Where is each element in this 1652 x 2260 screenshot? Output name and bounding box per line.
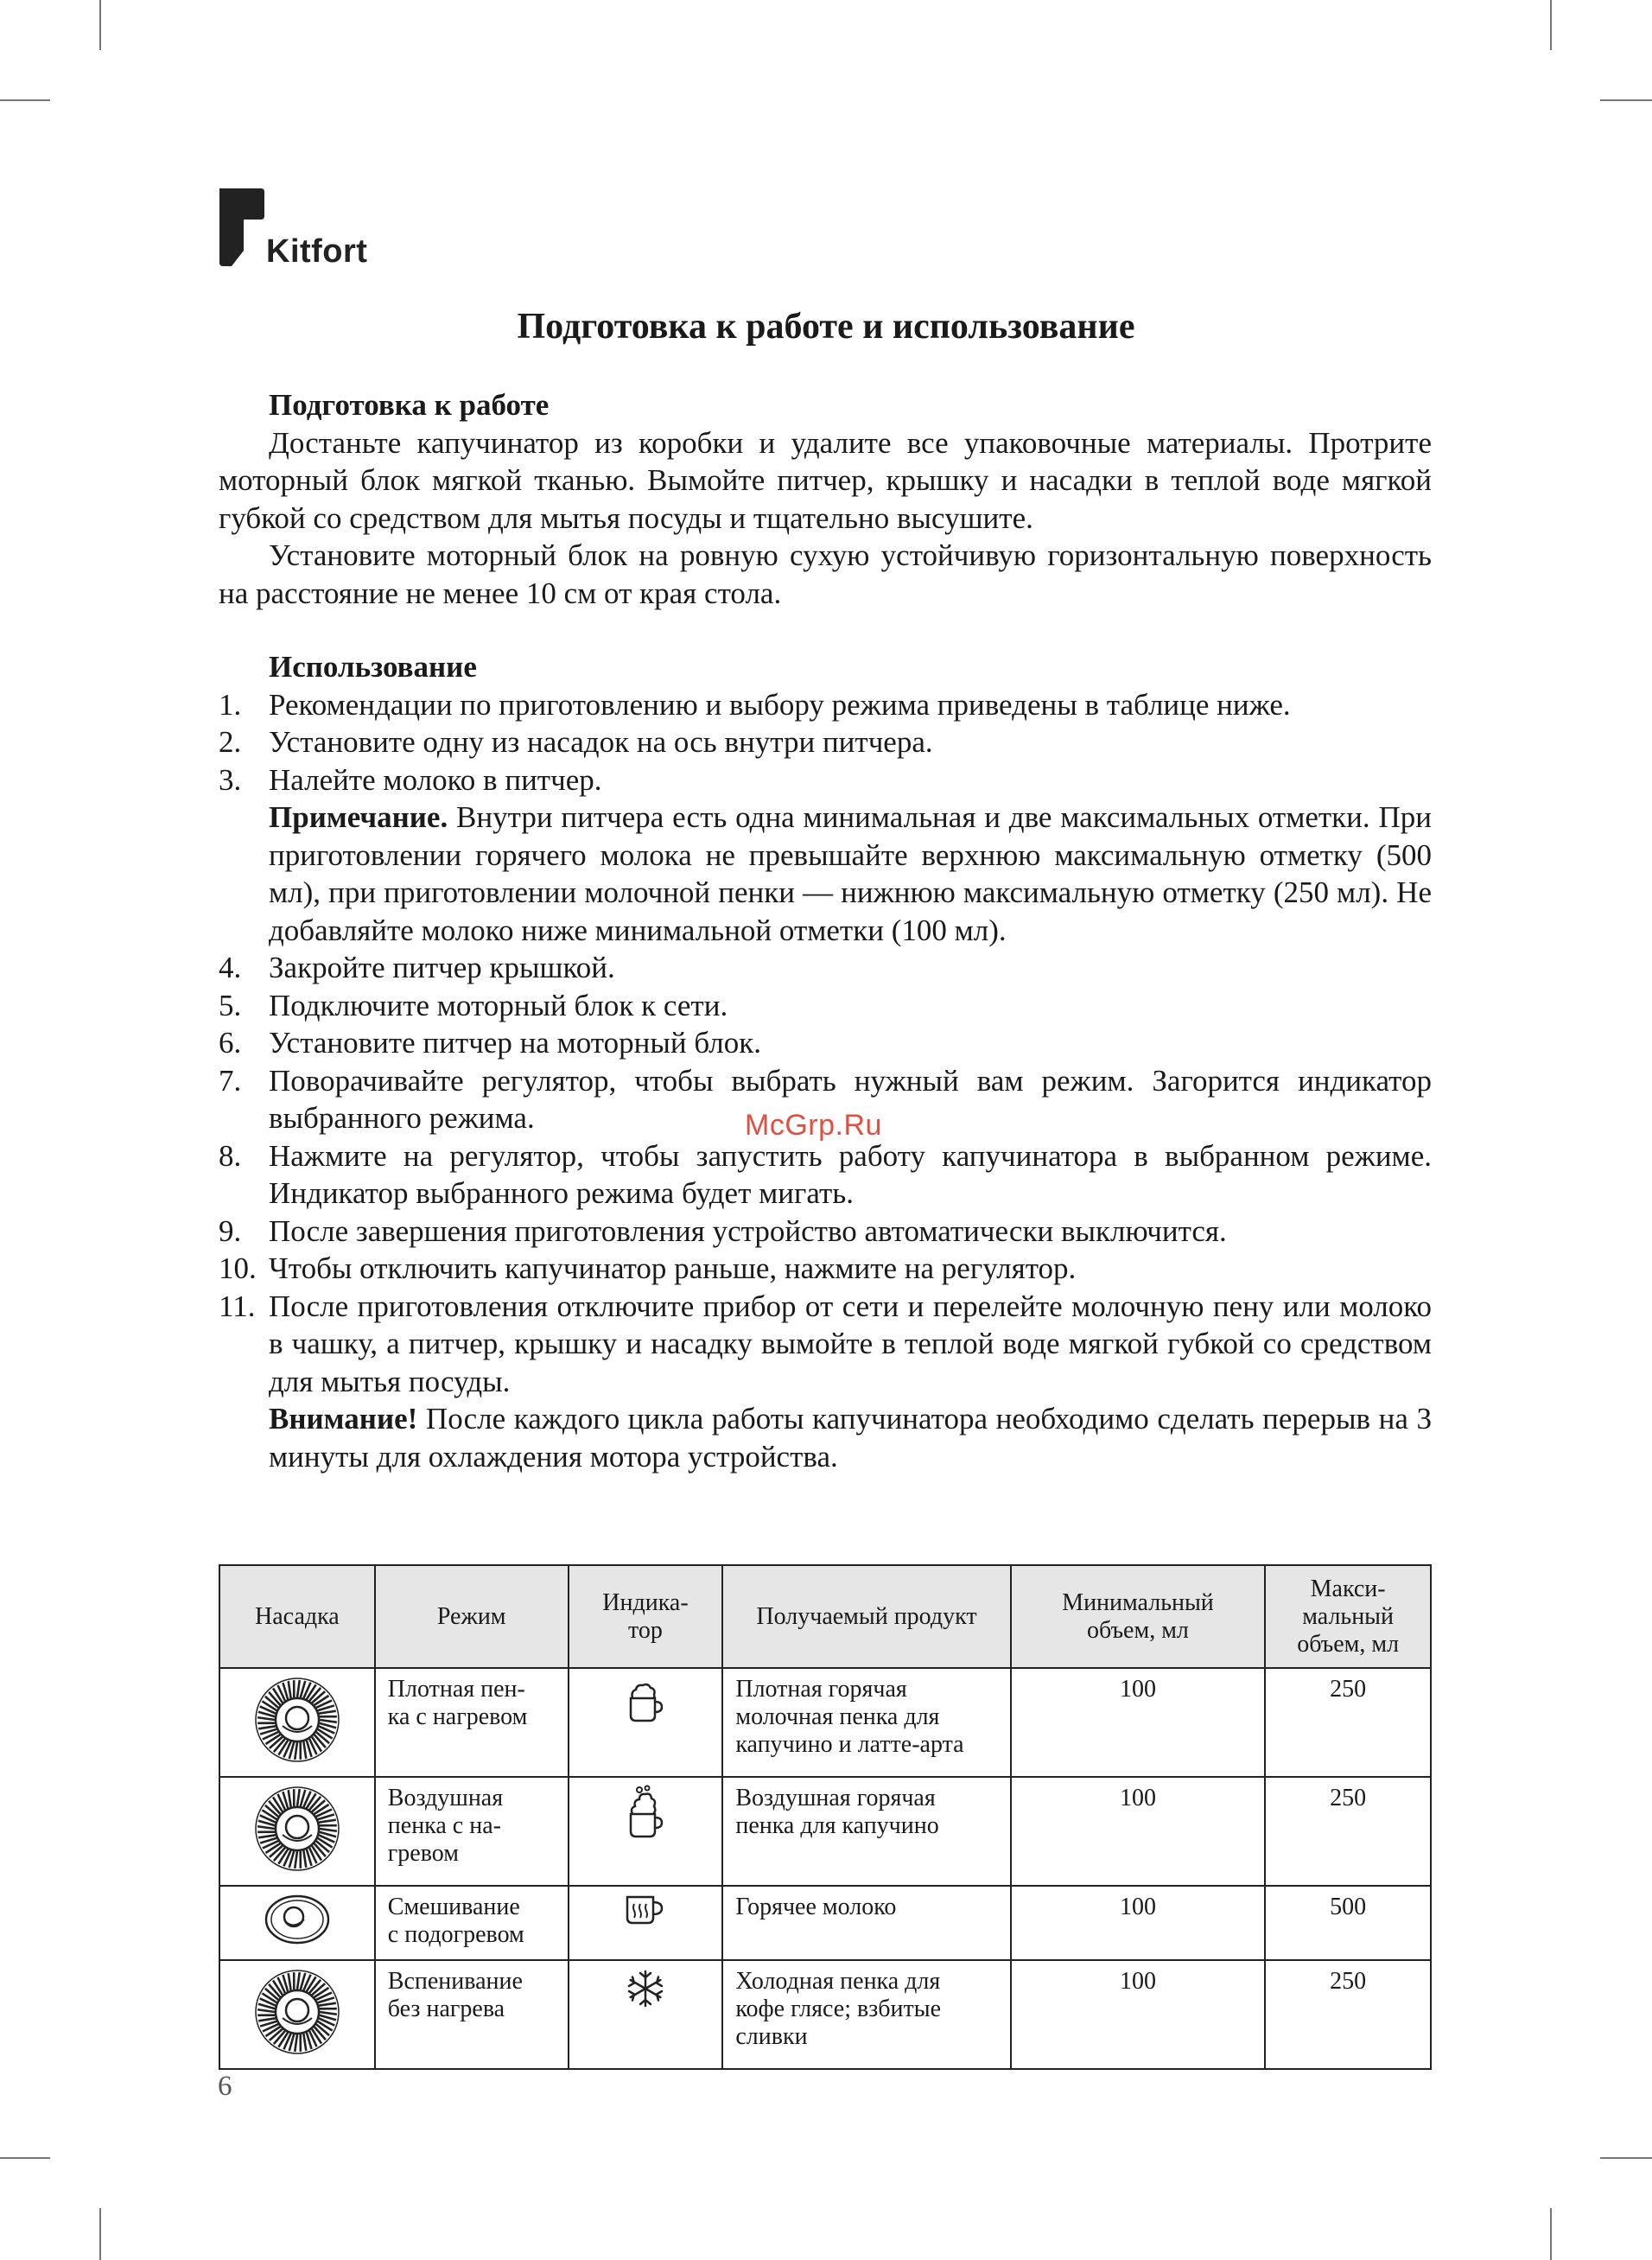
step-number: 9. <box>219 1213 242 1248</box>
max-volume-cell: 250 <box>1265 1960 1431 2069</box>
crop-mark <box>0 2157 50 2159</box>
note-text: Внутри питчера есть одна минимальная и две максимальных отметки. При приготовлении горячего молока не превышайте верхнюю максимальную отметку (500 мл), при приготовлении молочной пенки — нижнюю максимальную отметку (250 мл). Не добавляйте молоко ниже минимальной отметки (100 мл). <box>269 800 1432 947</box>
crop-mark <box>1550 2208 1552 2260</box>
mode-cell: Плотная пен- ка с нагревом <box>375 1668 569 1777</box>
step-number: 5. <box>219 988 242 1022</box>
list-item <box>219 1288 1432 1476</box>
list-item <box>219 1250 1432 1288</box>
cup-foam-icon <box>624 1676 667 1724</box>
step-number: 2. <box>219 725 242 759</box>
whisk-spring-icon <box>253 1676 341 1764</box>
brand-name: Kitfort <box>266 233 368 270</box>
step-number: 3. <box>219 762 242 797</box>
list-item <box>219 949 1432 987</box>
list-item <box>219 1024 1432 1062</box>
step-text: Закройте питчер крышкой. <box>269 951 615 984</box>
list-item <box>219 686 1432 724</box>
mode-cell: Вспенивание без нагрева <box>375 1960 569 2069</box>
step-number: 4. <box>219 951 242 984</box>
snowflake-icon <box>625 1968 666 2009</box>
step-text: После приготовления отключите прибор от сети и перелейте молочную пену или молоко в чашку, а питчер, крышку и насадку вымойте в теплой воде мягкой губкой со средством для мытья посуды. <box>269 1289 1432 1398</box>
crop-mark <box>1600 99 1652 101</box>
attachment-cell <box>219 1777 375 1886</box>
usage-heading: Использование <box>269 650 477 684</box>
max-volume-cell: 250 <box>1265 1777 1431 1886</box>
step-text: Поворачивайте регулятор, чтобы выбрать нужный вам режим. Загорится индикатор выбранного режима. <box>269 1063 1432 1135</box>
step-number: 1. <box>219 687 242 722</box>
column-header: Режим <box>375 1565 569 1668</box>
list-item <box>219 1137 1432 1213</box>
column-header: Насадка <box>219 1565 375 1668</box>
whisk-spring-icon <box>253 1785 341 1873</box>
list-item <box>219 1213 1432 1251</box>
product-cell: Холодная пенка для кофе глясе; взбитые сливки <box>722 1960 1010 2069</box>
product-cell: Воздушная горячая пенка для капучино <box>722 1777 1010 1886</box>
usage-section <box>219 648 1432 1475</box>
list-item <box>219 723 1432 761</box>
crop-mark <box>99 2208 101 2260</box>
warning <box>269 1400 1432 1475</box>
mode-cell: Смешивание с подогревом <box>375 1886 569 1960</box>
step-number: 8. <box>219 1138 242 1173</box>
modes-table <box>219 1564 1432 2070</box>
step-text: Нажмите на регулятор, чтобы запустить работу капучинатора в выбранном режиме. Индикатор выбранного режима будет мигать. <box>269 1138 1432 1210</box>
min-volume-cell: 100 <box>1011 1886 1266 1960</box>
table-row <box>219 1777 1431 1886</box>
warning-label: Внимание! <box>269 1402 418 1436</box>
list-item <box>219 761 1432 950</box>
step-text: Чтобы отключить капучинатор раньше, нажмите на регулятор. <box>269 1251 1077 1285</box>
step-text: Подключите моторный блок к сети. <box>269 988 728 1022</box>
product-cell: Плотная горячая молочная пенка для капучино и латте-арта <box>722 1668 1010 1777</box>
crop-mark <box>0 99 50 101</box>
mixing-disc-icon <box>263 1894 332 1945</box>
whisk-spring-icon <box>253 1968 341 2056</box>
min-volume-cell: 100 <box>1011 1668 1266 1777</box>
column-header: Минимальный объем, мл <box>1011 1565 1266 1668</box>
crop-mark <box>99 0 101 50</box>
step-text: Установите питчер на моторный блок. <box>269 1026 761 1060</box>
prep-heading: Подготовка к работе <box>269 388 550 422</box>
list-item <box>219 987 1432 1025</box>
table-row <box>219 1886 1431 1960</box>
crop-mark <box>1600 2157 1652 2159</box>
indicator-cell <box>569 1886 723 1960</box>
indicator-cell <box>569 1777 723 1886</box>
step-number: 11. <box>219 1289 256 1323</box>
prep-paragraph: Достаньте капучинатор из коробки и удалите все упаковочные материалы. Протрите моторный блок мягкой тканью. Вымойте питчер, крышку и насадки в теплой воде мягкой губкой со средством для мытья посуды и тщательно высушите. <box>219 425 1432 535</box>
page-title: Подготовка к работе и использование <box>517 307 1135 347</box>
cup-heat-icon <box>622 1894 669 1928</box>
prep-section <box>219 386 1432 612</box>
indicator-cell <box>569 1668 723 1777</box>
column-header: Индика- тор <box>569 1565 723 1668</box>
table-row <box>219 1960 1431 2069</box>
note-label: Примечание. <box>269 800 448 834</box>
min-volume-cell: 100 <box>1011 1777 1266 1886</box>
usage-steps <box>219 686 1432 1476</box>
step-text: Рекомендации по приготовлению и выбору режима приведены в таблице ниже. <box>269 687 1291 722</box>
table-row <box>219 1668 1431 1777</box>
indicator-cell <box>569 1960 723 2069</box>
step-text: Установите одну из насадок на ось внутри питчера. <box>269 725 933 759</box>
attachment-cell <box>219 1668 375 1777</box>
product-cell: Горячее молоко <box>722 1886 1010 1960</box>
column-header: Макси- мальный объем, мл <box>1265 1565 1431 1668</box>
mode-cell: Воздушная пенка с на- гревом <box>375 1777 569 1886</box>
step-text: Налейте молоко в питчер. <box>269 762 602 797</box>
max-volume-cell: 500 <box>1265 1886 1431 1960</box>
column-header: Получаемый продукт <box>722 1565 1010 1668</box>
page-number: 6 <box>218 2071 232 2102</box>
step-number: 10. <box>219 1251 257 1285</box>
table-header-row <box>219 1565 1431 1668</box>
min-volume-cell: 100 <box>1011 1960 1266 2069</box>
cup-tall-foam-icon <box>624 1785 667 1840</box>
watermark: McGrp.Ru <box>745 1109 882 1142</box>
brand-logo <box>218 187 391 273</box>
crop-mark <box>1550 0 1552 50</box>
attachment-cell <box>219 1886 375 1960</box>
step-number: 6. <box>219 1026 242 1060</box>
kitfort-logo-icon <box>218 187 266 268</box>
step-text: После завершения приготовления устройство автоматически выключится. <box>269 1213 1227 1248</box>
note <box>269 799 1432 949</box>
attachment-cell <box>219 1960 375 2069</box>
warning-text: После каждого цикла работы капучинатора необходимо сделать перерыв на 3 минуты для охлаждения мотора устройства. <box>269 1402 1432 1474</box>
max-volume-cell: 250 <box>1265 1668 1431 1777</box>
step-number: 7. <box>219 1063 242 1098</box>
prep-paragraph: Установите моторный блок на ровную сухую устойчивую горизонтальную поверхность на расстояние не менее 10 см от края стола. <box>219 538 1432 610</box>
